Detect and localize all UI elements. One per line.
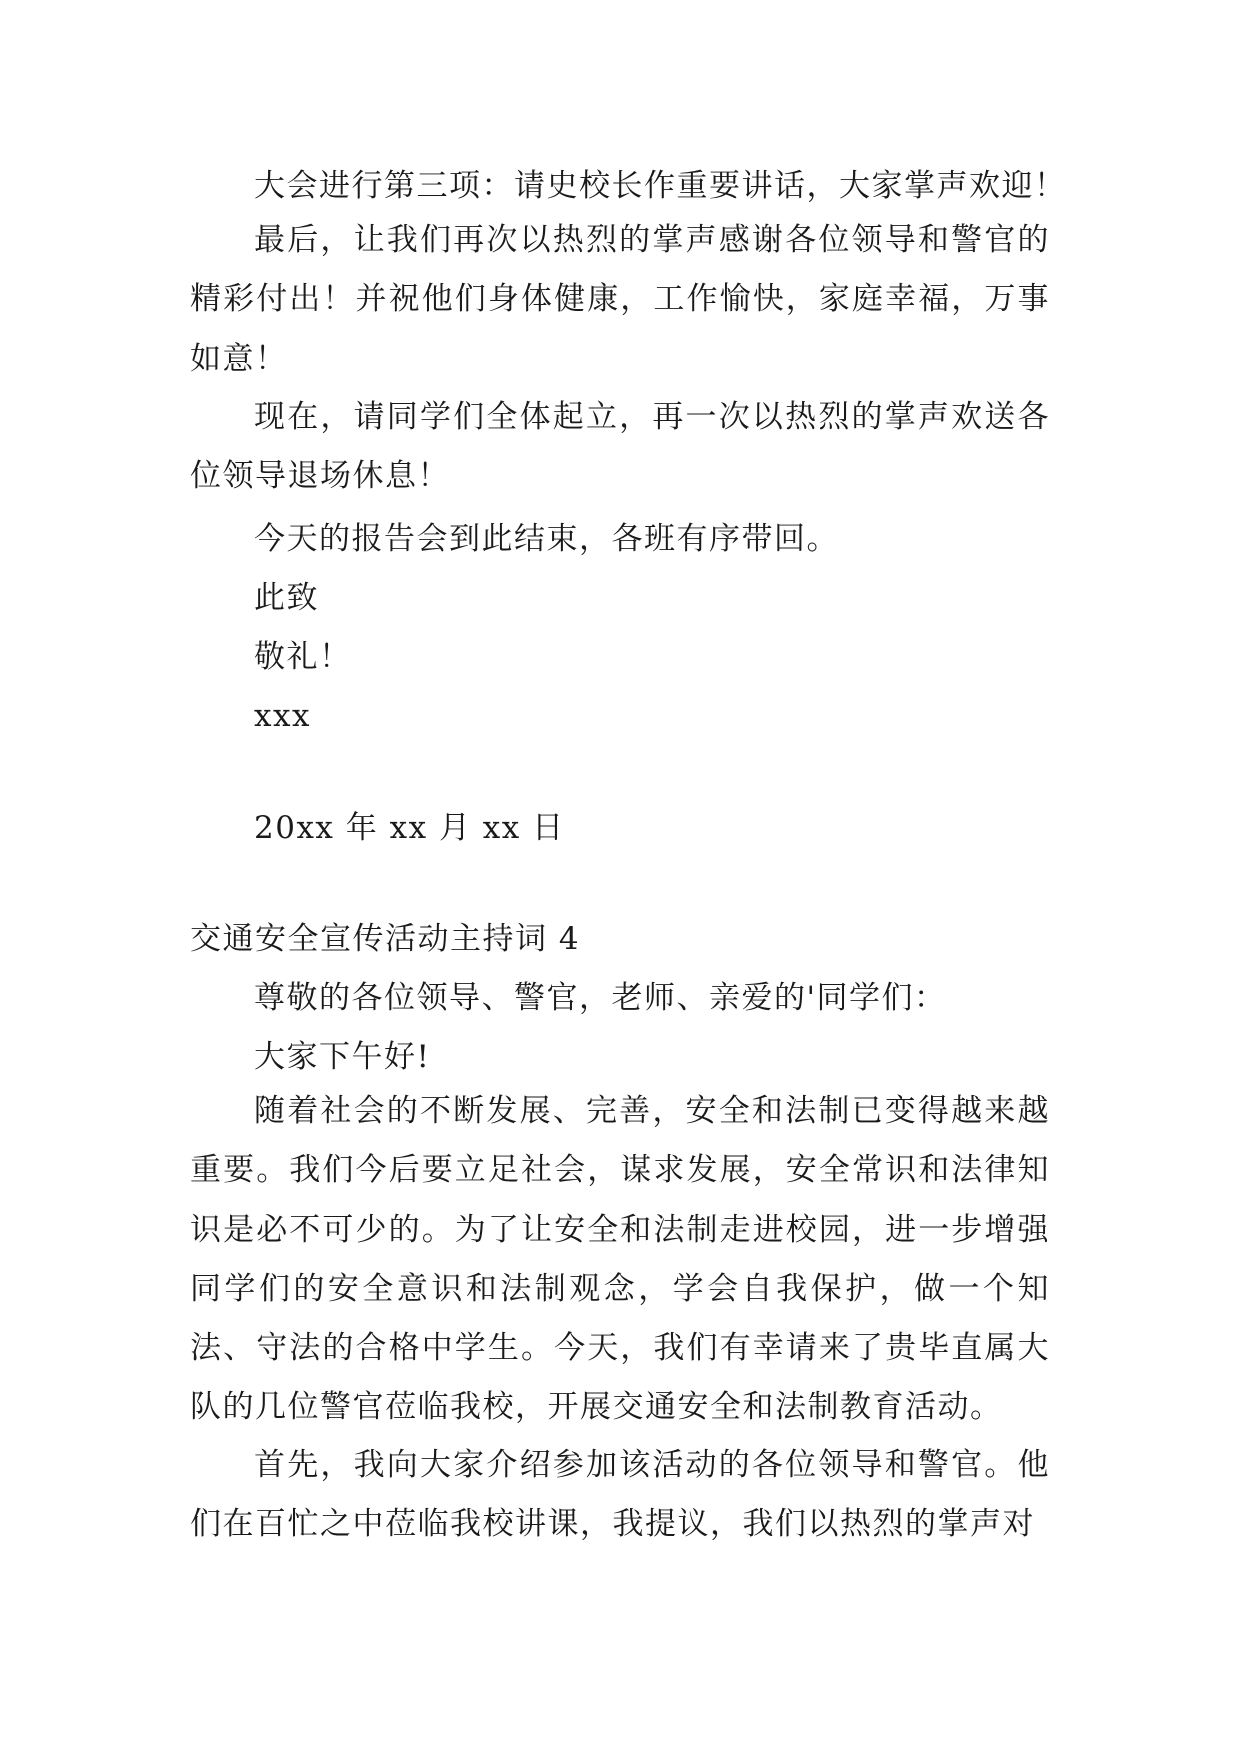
closing-salutation: 此致 [254,580,319,616]
paragraph-thanks: 最后，让我们再次以热烈的掌声感谢各位领导和警官的精彩付出！并祝他们身体健康，工作愉快，家庭幸福，万事如意！ [190,222,1050,377]
paragraph-guest-introduction: 首先，我向大家介绍参加该活动的各位领导和警官。他们在百忙之中莅临我校讲课，我提议，我们以热烈的掌声对 [190,1447,1050,1543]
paragraph-farewell: 现在，请同学们全体起立，再一次以热烈的掌声欢送各位领导退场休息！ [190,399,1050,495]
paragraph-introduction: 随着社会的不断发展、完善，安全和法制已变得越来越重要。我们今后要立足社会，谋求发展，安全常识和法律知识是必不可少的。为了让安全和法制走进校园，进一步增强同学们的安全意识和法制观念，学会自我保护，做一个知法、守法的合格中学生。今天，我们有幸请来了贵毕直属大队的几位警官莅临我校，开展交通安全和法制教育活动。 [190,1093,1050,1426]
paragraph-closing-remark: 今天的报告会到此结束，各班有序带回。 [254,521,839,557]
paragraph-agenda-item: 大会进行第三项：请史校长作重要讲话，大家掌声欢迎！ [254,168,1067,204]
signature: xxx [254,698,311,734]
salutation: 尊敬的各位领导、警官，老师、亲爱的'同学们： [254,980,947,1016]
section-title: 交通安全宣传活动主持词 4 [190,921,581,957]
closing-regards: 敬礼！ [254,639,352,675]
date-line: 20xx 年 xx 月 xx 日 [254,810,565,846]
greeting: 大家下午好! [254,1039,431,1075]
